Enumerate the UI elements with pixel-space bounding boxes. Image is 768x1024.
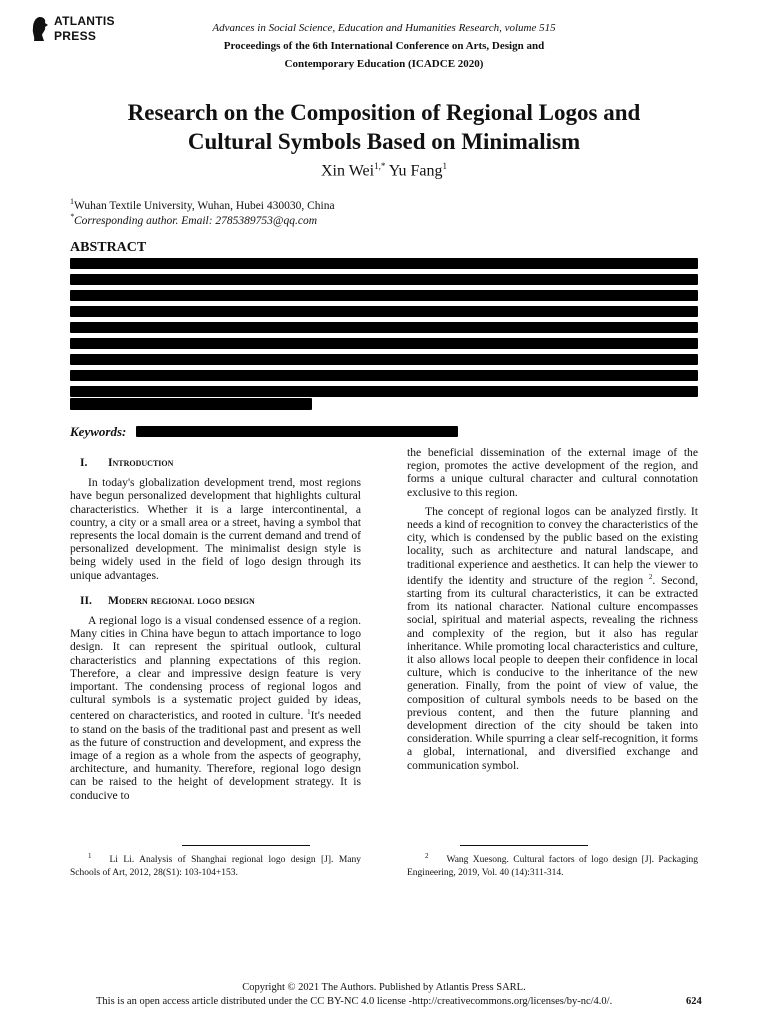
affiliation — [70, 197, 335, 212]
footnote-2 — [407, 850, 698, 880]
paragraph-text: The concept of regional logos can be analyzed firstly. It needs a kind of recognition to convey the characteristics of the city, which is condensed by the public based on the existing locality, such as architecture and natural landscape, and traditional experience and aesthetics. It can help the viewer to identify the identity and structure of the region — [407, 504, 698, 587]
paragraph-text: It's needed to stand on the basis of the traditional past and present as well as the future of construction and development, and express the image of a region as a whole from the aspects of geography, architecture, and humanity. Therefore, regional logo design can be raised to the height of development strategy. It is conducive to — [70, 709, 361, 802]
concept-paragraph — [407, 505, 698, 772]
section-number: II. — [80, 593, 92, 607]
affiliation-text: Wuhan Textile University, Wuhan, Hubei 430030, China — [74, 199, 335, 212]
footnote-mark: 1 — [88, 852, 92, 860]
footnote-text: Li Li. Analysis of Shanghai regional logo design [J]. Many Schools of Art, 2012, 28(S1): 103-104+153. — [70, 855, 361, 879]
redaction-bar — [70, 306, 698, 317]
author-affiliation-mark: 1,* — [374, 161, 386, 171]
section-title: Modern regional logo design — [108, 593, 255, 607]
abstract-heading: ABSTRACT — [70, 240, 147, 255]
section-title: Introduction — [108, 456, 174, 469]
paper-title — [60, 98, 708, 156]
proceedings-line-1: Proceedings of the 6th International Conference on Arts, Design and — [223, 40, 545, 52]
modern-logo-paragraph — [70, 614, 361, 802]
title-line-2: Cultural Symbols Based on Minimalism — [187, 129, 581, 154]
redaction-bar — [70, 338, 698, 349]
page-number: 624 — [686, 996, 702, 1007]
redaction-bar — [70, 354, 698, 365]
proceedings-line-2: Contemporary Education (ICADCE 2020) — [284, 58, 484, 70]
section-number: I. — [80, 456, 88, 469]
author-affiliation-mark: 1 — [442, 161, 447, 171]
section-heading-introduction — [70, 456, 361, 469]
footnote-rule — [460, 845, 588, 846]
footnote-mark: 2 — [425, 852, 429, 860]
affiliation-mark: 1 — [70, 197, 74, 206]
journal-series: Advances in Social Science, Education and Humanities Research, volume 515 — [212, 22, 556, 34]
corresponding-author — [70, 212, 317, 227]
footnote-1 — [70, 850, 361, 880]
paragraph-text: . Second, starting from its cultural characteristics, it can be extracted from its national character. National culture encompasses social, spiritual and material aspects, revealing the richness and complexity of the region, but it also has regular inheritance. While promoting local characteristics and culture, it also allows local people to deepen their confidence in local culture, which is conducive to the inheritance of the new generation. Finally, from the point of view of value, the composition of cultural symbols needs to be based on the previous content, and then the future planning and development direction of the city should be taken into consideration. While spurring a clear self-recognition, it forms a global, international, and diversified exchange and communication symbol. — [407, 573, 698, 772]
corresponding-mark: * — [70, 212, 74, 221]
logo-text-atlantis: ATLANTIS — [54, 14, 115, 28]
logo-text-press: PRESS — [54, 29, 97, 43]
footnote-reference: 2 — [648, 572, 653, 581]
redaction-bar — [70, 398, 312, 410]
author-list — [0, 161, 768, 180]
paragraph-text: A regional logo is a visual condensed essence of a region. Many cities in China have begun to attach importance to logo design. It can represent the spiritual outlook, cultural characteristics and planning expectations of this region. Therefore, a clear and impressive design feature is very important. The condensing process of regional logos and cultural symbols is a systematic project guided by ideas, centered on characteristics, and rooted in culture. — [70, 614, 361, 723]
redaction-bar — [70, 290, 698, 301]
footnote-text: Wang Xuesong. Cultural factors of logo design [J]. Packaging Engineering, 2019, Vol. 40 (14):311-314. — [407, 855, 698, 879]
corresponding-text: Corresponding author. Email: 2785389753@qq.com — [74, 214, 318, 227]
copyright-notice: Copyright © 2021 The Authors. Published by Atlantis Press SARL. — [242, 982, 526, 993]
author-name: Yu Fang — [388, 162, 443, 180]
right-column — [407, 446, 698, 778]
redaction-bar — [70, 258, 698, 269]
keywords-redaction-bar — [136, 426, 458, 437]
footnote-rule — [182, 845, 310, 846]
redaction-bar — [70, 322, 698, 333]
section-heading-modern-regional-logo-design — [70, 594, 361, 607]
left-column — [70, 452, 361, 808]
title-line-1: Research on the Composition of Regional Logos and — [127, 100, 641, 125]
license-notice: This is an open access article distributed under the CC BY-NC 4.0 license -http://creativecommons.org/licenses/by-nc/4.0/. — [96, 996, 613, 1007]
redaction-bar — [70, 274, 698, 285]
intro-paragraph: In today's globalization development trend, most regions have begun personalized development that highlights cultural characteristics. Whether it is a large intercontinental, a country, a city or a small area or a street, having a symbol that represents the local domain is the current demand and trend of personalized development. The minimalist design style is being widely used in the field of logo design through its unique advantages. — [70, 476, 361, 582]
redaction-bar — [70, 386, 698, 397]
keywords-label: Keywords: — [70, 424, 127, 439]
continued-paragraph: the beneficial dissemination of the external image of the region, promotes the active development of the region, and forms a unique cultural character and cultural connotation exclusive to this region. — [407, 446, 698, 499]
redaction-bar — [70, 370, 698, 381]
footnote-reference: 1 — [307, 708, 311, 717]
author-name: Xin Wei — [320, 162, 375, 180]
